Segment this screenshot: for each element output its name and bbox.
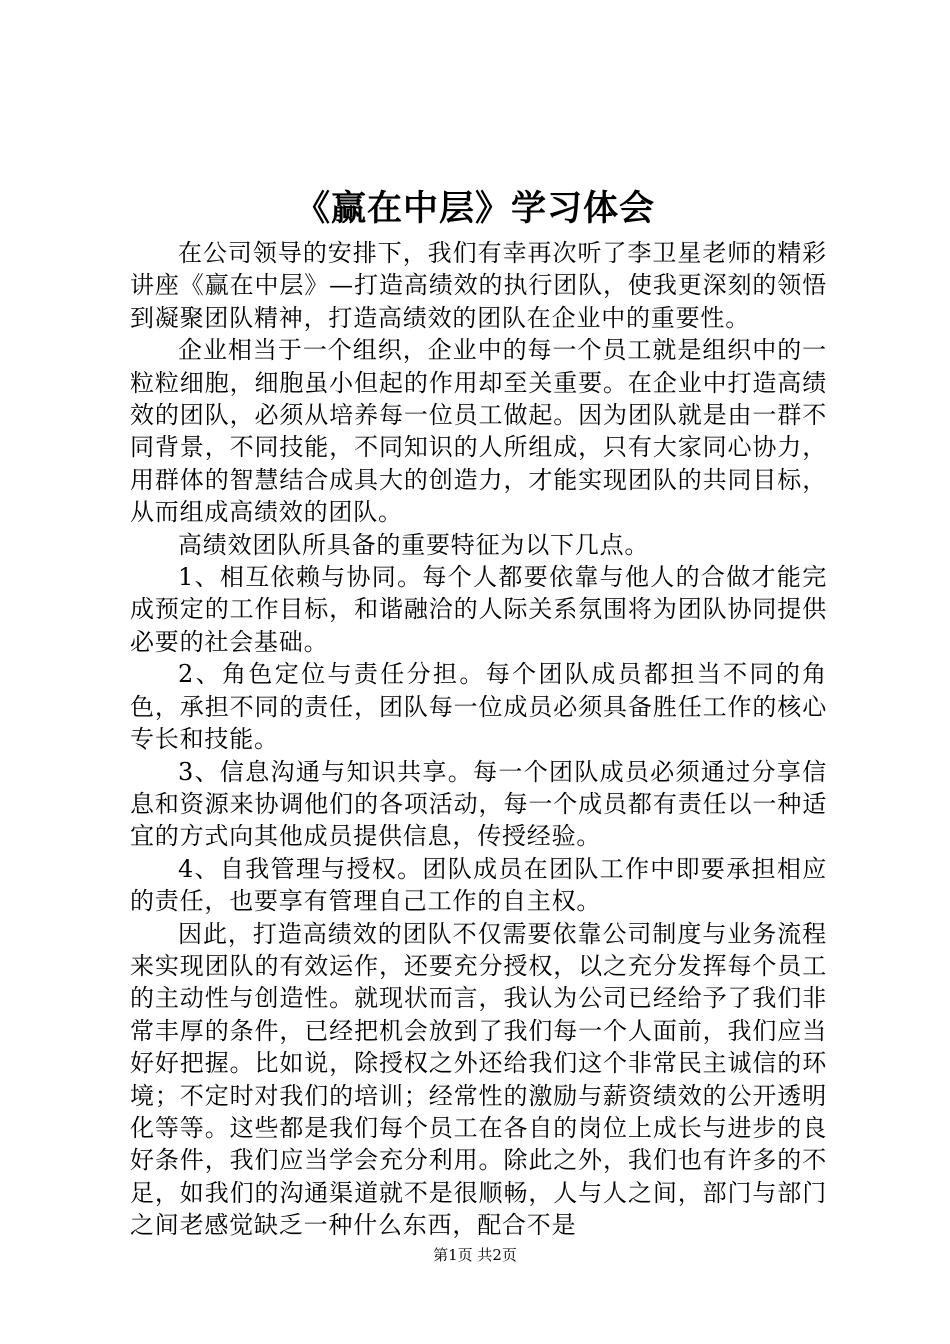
- paragraph: 在公司领导的安排下，我们有幸再次听了李卫星老师的精彩讲座《赢在中层》—打造高绩效的执行团队，使我更深刻的领悟到凝聚团队精神，打造高绩效的团队在企业中的重要性。: [130, 239, 827, 332]
- document-body: [130, 237, 827, 1242]
- paragraph: 企业相当于一个组织，企业中的每一个员工就是组织中的一粒粒细胞，细胞虽小但起的作用却至关重要。在企业中打造高绩效的团队，必须从培养每一位员工做起。因为团队就是由一群不同背景，不同技能，不同知识的人所组成，只有大家同心协力，用群体的智慧结合成具大的创造力，才能实现团队的共同目标，从而组成高绩效的团队。: [130, 336, 827, 527]
- paragraph: 3、信息沟通与知识共享。每一个团队成员必须通过分享信息和资源来协调他们的各项活动，每一个成员都有责任以一种适宜的方式向其他成员提供信息，传授经验。: [130, 757, 827, 851]
- paragraph: 高绩效团队所具备的重要特征为以下几点。: [178, 530, 650, 559]
- page-number-footer: 第1页 共2页: [433, 1246, 517, 1264]
- document-title: 《赢在中层》学习体会: [294, 188, 655, 229]
- paragraph: 2、角色定位与责任分担。每个团队成员都担当不同的角色，承担不同的责任，团队每一位成员必须具备胜任工作的核心专长和技能。: [130, 660, 827, 754]
- paragraph: 1、相互依赖与协同。每个人都要依靠与他人的合做才能完成预定的工作目标，和谐融洽的人际关系氛围将为团队协同提供必要的社会基础。: [130, 563, 827, 656]
- paragraph: 4、自我管理与授权。团队成员在团队工作中即要承担相应的责任，也要享有管理自己工作的自主权。: [130, 854, 827, 916]
- paragraph: 因此，打造高绩效的团队不仅需要依靠公司制度与业务流程来实现团队的有效运作，还要充分授权，以之充分发挥每个员工的主动性与创造性。就现状而言，我认为公司已经给予了我们非常丰厚的条件，已经把机会放到了我们每一个人面前，我们应当好好把握。比如说，除授权之外还给我们这个非常民主诚信的环境；不定时对我们的培训；经常性的激励与薪资绩效的公开透明化等等。这些都是我们每个员工在各自的岗位上成长与进步的良好条件，我们应当学会充分利用。除此之外，我们也有许多的不足，如我们的沟通渠道就不是很顺畅，人与人之间，部门与部门之间老感觉缺乏一种什么东西，配合不是: [130, 919, 827, 1240]
